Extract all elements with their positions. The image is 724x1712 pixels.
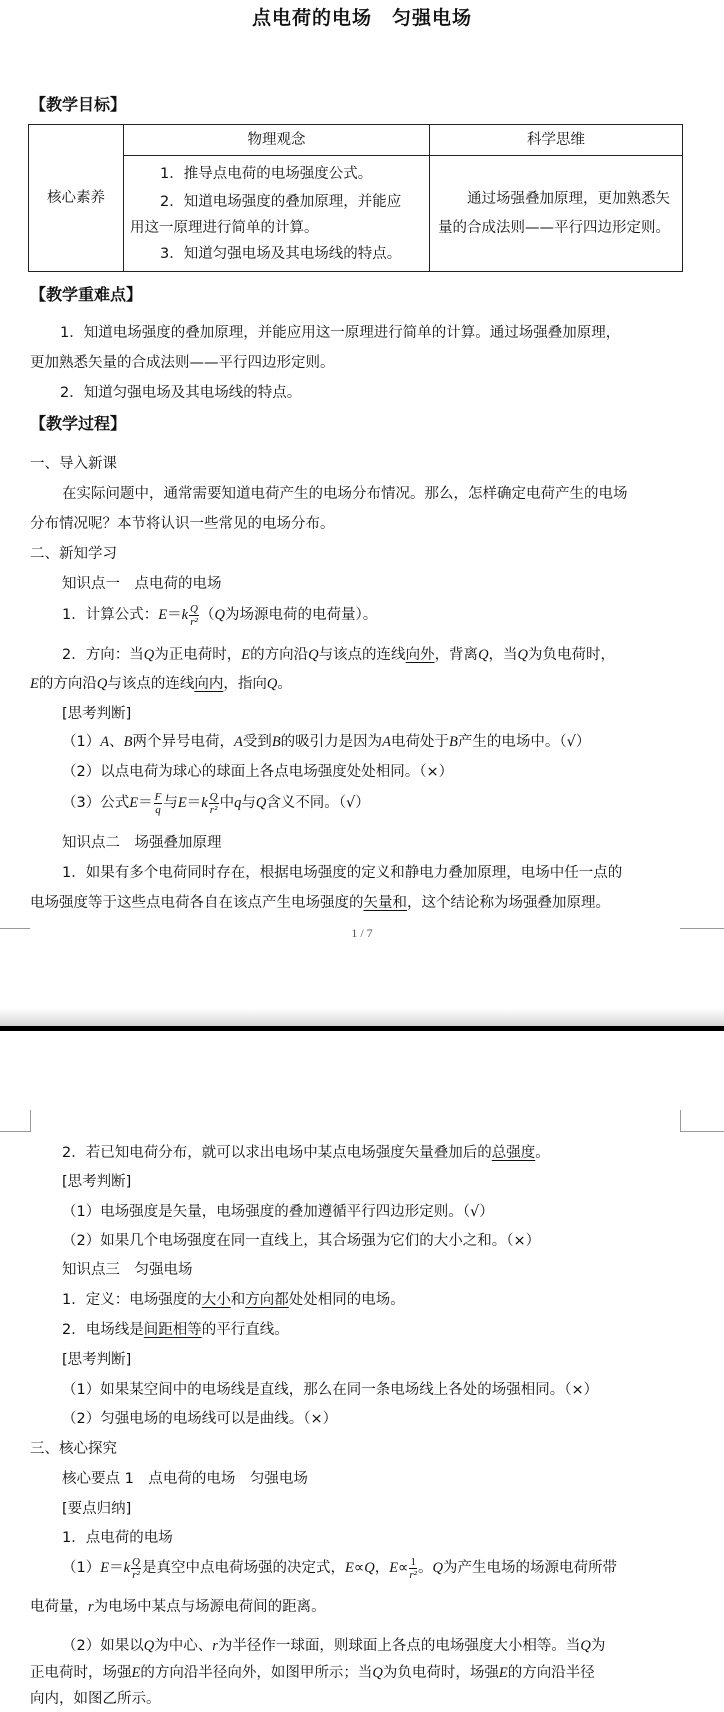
point-charge-text: 为产生电场的场源电荷所带 xyxy=(442,1560,617,1576)
judgement-text: 电荷处于 xyxy=(391,734,450,750)
page-break xyxy=(0,1026,724,1031)
fraction-numerator: Q xyxy=(190,602,198,615)
page-break-shadow xyxy=(0,1008,724,1026)
symbol-r: r xyxy=(88,1599,94,1615)
table-cell-science: 通过场强叠加原理，更加熟悉矢量的合成法则——平行四边形定则。 xyxy=(430,156,683,272)
fraction-denominator: r² xyxy=(190,615,198,628)
definition-text: 和 xyxy=(230,1292,246,1308)
point-charge-line-4 xyxy=(30,1663,595,1683)
direction-text: 的方向沿 xyxy=(250,647,309,663)
symbol-E: E xyxy=(158,607,168,623)
symbol-Q: Q xyxy=(478,647,489,663)
symbol-Q: Q xyxy=(372,1665,383,1681)
knowledge-point-3: 知识点三 匀强电场 xyxy=(62,1262,193,1278)
physics-line-4: 3．知道匀强电场及其电场线的特点。 xyxy=(160,245,402,262)
definition-text: 处处相同的电场。 xyxy=(288,1292,405,1308)
core-point-1: 核心要点 1 点电荷的电场 匀强电场 xyxy=(62,1471,308,1487)
physics-line-3: 用这一原理进行简单的计算。 xyxy=(130,219,319,236)
page-corner-mark xyxy=(680,1110,681,1132)
symbol-E: E xyxy=(389,1560,399,1576)
judgement-1 xyxy=(62,732,590,752)
point-charge-title: 1．点电荷的电场 xyxy=(62,1530,173,1546)
underlined-magnitude: 大小 xyxy=(201,1292,231,1308)
symbol-Q: Q xyxy=(580,1638,591,1654)
point-charge-text: 为 xyxy=(590,1638,606,1654)
fraction-1-over-r2 xyxy=(409,1556,417,1581)
underlined-outward: 向外 xyxy=(405,647,435,663)
symbol-Q: Q xyxy=(96,676,108,692)
page-corner-mark xyxy=(0,1131,30,1132)
fraction-numerator: Q xyxy=(132,1555,140,1568)
symbol-Q: Q xyxy=(364,1560,375,1576)
proportional-sign: ∝ xyxy=(353,1560,365,1576)
think-judge-label: [思考判断] xyxy=(62,706,132,722)
key-point-line-1: 1．知道电场强度的叠加原理，并能应用这一原理进行简单的计算。通过场强叠加原理， xyxy=(60,325,621,341)
direction-text: ，指向 xyxy=(223,676,267,692)
point-charge-text: （1） xyxy=(62,1560,101,1576)
part-heading-new-knowledge: 二、新知学习 xyxy=(30,546,117,562)
point-charge-text: 正电荷时，场强 xyxy=(30,1665,132,1681)
judgement-text: 与 xyxy=(241,795,256,811)
point-charge-text: 为电场中某点与场源电荷间的距离。 xyxy=(93,1599,326,1615)
symbol-E: E xyxy=(241,647,251,663)
section-heading-process: 【教学过程】 xyxy=(30,414,127,433)
knowledge-point-1: 知识点一 点电荷的电场 xyxy=(62,576,222,592)
page-title: 点电荷的电场 匀强电场 xyxy=(251,7,472,29)
symbol-Q: Q xyxy=(308,647,319,663)
symbol-B: B xyxy=(271,734,281,750)
judgement-7: （2）匀强电场的电场线可以是曲线。（×） xyxy=(62,1411,338,1427)
point-charge-line-2 xyxy=(30,1597,326,1617)
think-judge-label: [思考判断] xyxy=(62,1352,132,1368)
equals-sign: ＝ xyxy=(186,795,202,811)
direction-text: 为负电荷时， xyxy=(528,647,616,663)
proportional-sign: ∝ xyxy=(398,1560,409,1576)
part-heading-intro: 一、导入新课 xyxy=(30,456,117,472)
direction-text: 为正电荷时， xyxy=(154,647,242,663)
table-cell-physics xyxy=(124,156,430,272)
think-judge-label: [思考判断] xyxy=(62,1174,132,1190)
point-charge-text: （2）如果以 xyxy=(62,1638,144,1654)
underlined-equal-spacing: 间距相等 xyxy=(143,1322,202,1338)
intro-line-2: 分布情况呢？本节将认识一些常见的电场分布。 xyxy=(30,516,335,532)
fraction-denominator: r² xyxy=(209,803,218,816)
judgement-text: 的吸引力是因为 xyxy=(280,734,383,750)
symbol-E: E xyxy=(129,795,139,811)
point-charge-text: 为半径作一球面，则球面上各点的电场强度大小相等。当 xyxy=(217,1638,581,1654)
judgement-text: （3）公式 xyxy=(62,795,130,811)
symbol-r: r xyxy=(212,1638,218,1654)
key-point-line-3: 2．知道匀强电场及其电场线的特点。 xyxy=(60,385,302,401)
intro-line-1: 在实际问题中，通常需要知道电荷产生的电场分布情况。那么，怎样确定电荷产生的电场 xyxy=(62,486,628,502)
symbol-E: E xyxy=(131,1665,141,1681)
judgement-text: 中 xyxy=(219,795,235,811)
formula-note-text: 为场源电荷的电荷量）。 xyxy=(224,607,378,623)
field-lines-text: 2．电场线是 xyxy=(62,1322,144,1338)
point-charge-line-5: 向内，如图乙所示。 xyxy=(30,1691,161,1707)
fraction-numerator: Q xyxy=(209,790,218,803)
judgement-text: 与 xyxy=(163,795,178,811)
fraction-denominator: r² xyxy=(409,1568,417,1581)
judgement-2: （2）以点电荷为球心的球面上各点电场强度处处相同。（×） xyxy=(62,764,454,780)
point-charge-text: 的方向沿半径向外，如图甲所示；当 xyxy=(140,1665,373,1681)
symbol-B: B xyxy=(449,734,458,750)
direction-text: ，当 xyxy=(488,647,518,663)
equals-sign: ＝ xyxy=(138,795,153,811)
direction-text: 与该点的连线 xyxy=(318,647,406,663)
symbol-Q: Q xyxy=(143,647,155,663)
fraction-numerator: F xyxy=(154,790,162,803)
symbol-Q: Q xyxy=(143,1638,155,1654)
symbol-E: E xyxy=(100,1560,110,1576)
formula-note-open: （ xyxy=(199,607,215,623)
symbol-Q: Q xyxy=(432,1560,443,1576)
symbol-Q: Q xyxy=(266,676,278,692)
point-charge-text: 为中心、 xyxy=(154,1638,213,1654)
objectives-table xyxy=(28,124,683,272)
page-corner-mark xyxy=(680,1131,724,1132)
point-charge-text: ， xyxy=(374,1560,390,1576)
table-header-physics: 物理观念 xyxy=(124,125,430,156)
point-charge-text: 。 xyxy=(418,1560,433,1576)
point-charge-line-3 xyxy=(62,1636,605,1656)
page-number: 1 / 7 xyxy=(351,926,373,940)
underlined-inward: 向内 xyxy=(194,676,224,692)
symbol-A: A xyxy=(233,734,243,750)
superposition-line-3 xyxy=(62,1143,550,1163)
key-point-line-2: 更加熟悉矢量的合成法则——平行四边形定则。 xyxy=(30,355,335,371)
judgement-6: （1）如果某空间中的电场线是直线，那么在同一条电场线上各处的场强相同。（×） xyxy=(62,1382,599,1398)
judgement-text: 产生的电场中。（√） xyxy=(457,734,591,750)
point-charge-line-1 xyxy=(62,1553,617,1583)
symbol-k: k xyxy=(123,1560,131,1576)
symbol-Q: Q xyxy=(214,607,225,623)
direction-line-1 xyxy=(62,645,615,665)
part-heading-core: 三、核心探究 xyxy=(30,1441,117,1457)
physics-line-1: 1．推导点电荷的电场强度公式。 xyxy=(160,165,373,182)
symbol-E: E xyxy=(344,1560,354,1576)
definition-line xyxy=(62,1290,405,1310)
point-charge-text: 是真空中点电荷场强的决定式， xyxy=(141,1560,345,1576)
judgement-text: 、 xyxy=(109,734,124,750)
symbol-k: k xyxy=(201,795,208,811)
section-heading-objectives: 【教学目标】 xyxy=(30,95,127,114)
fraction-q-over-r2 xyxy=(131,1556,141,1581)
direction-text: ，背离 xyxy=(434,647,479,663)
summary-label: [要点归纳] xyxy=(62,1501,132,1517)
formula-prefix: 1．计算公式： xyxy=(62,607,159,623)
underlined-vector-sum: 矢量和 xyxy=(363,895,407,911)
symbol-k: k xyxy=(181,607,189,623)
direction-text: 2．方向：当 xyxy=(62,647,144,663)
knowledge-point-2: 知识点二 场强叠加原理 xyxy=(62,835,222,851)
direction-text: 。 xyxy=(277,676,292,692)
judgement-text: 受到 xyxy=(242,734,272,750)
equals-sign: ＝ xyxy=(167,607,182,623)
superposition-text: ，这个结论称为场强叠加原理。 xyxy=(407,895,610,911)
judgement-3 xyxy=(62,788,370,818)
fraction-numerator: 1 xyxy=(410,1555,416,1568)
table-header-science: 科学思维 xyxy=(430,125,683,156)
section-heading-key-points: 【教学重难点】 xyxy=(30,285,143,304)
direction-line-2 xyxy=(30,674,292,694)
point-charge-text: 的方向沿半径 xyxy=(507,1665,595,1681)
fraction-q-over-r2 xyxy=(189,603,199,628)
judgement-text: （1） xyxy=(62,734,101,750)
fraction-denominator: r² xyxy=(132,1568,140,1581)
underlined-total-strength: 总强度 xyxy=(491,1145,536,1161)
point-charge-text: 电荷量， xyxy=(30,1599,88,1615)
symbol-E: E xyxy=(498,1665,508,1681)
judgement-5: （2）如果几个电场强度在同一直线上，其合场强为它们的大小之和。（×） xyxy=(62,1233,541,1249)
page-corner-mark xyxy=(30,1110,31,1132)
symbol-A: A xyxy=(382,734,392,750)
symbol-B: B xyxy=(123,734,133,750)
judgement-text: 含义不同。（√） xyxy=(266,795,370,811)
underlined-direction: 方向都 xyxy=(245,1292,289,1308)
symbol-Q: Q xyxy=(255,795,267,811)
point-charge-text: 为负电荷时，场强 xyxy=(382,1665,499,1681)
formula-line xyxy=(62,600,377,630)
symbol-A: A xyxy=(100,734,110,750)
judgement-4: （1）电场强度是矢量，电场强度的叠加遵循平行四边形定则。（√） xyxy=(62,1204,494,1220)
symbol-E: E xyxy=(30,676,39,692)
physics-line-2: 2．知道电场强度的叠加原理，并能应 xyxy=(160,193,402,210)
direction-text: 与该点的连线 xyxy=(107,676,195,692)
direction-text: 的方向沿 xyxy=(38,676,97,692)
superposition-text: 电场强度等于这些点电荷各自在该点产生电场强度的 xyxy=(30,895,364,911)
definition-text: 1．定义：电场强度的 xyxy=(62,1292,202,1308)
judgement-text: 两个异号电荷， xyxy=(132,734,234,750)
superposition-line-1: 1．如果有多个电荷同时存在，根据电场强度的定义和静电力叠加原理，电场中任一点的 xyxy=(62,865,623,881)
table-row-label: 核心素养 xyxy=(29,125,124,272)
superposition-text: 。 xyxy=(535,1145,550,1161)
equals-sign: ＝ xyxy=(109,1560,124,1576)
superposition-line-2 xyxy=(30,893,610,913)
symbol-E: E xyxy=(177,795,187,811)
symbol-q: q xyxy=(234,795,242,811)
fraction-denominator: q xyxy=(155,803,161,816)
symbol-Q: Q xyxy=(517,647,529,663)
field-lines-text: 的平行直线。 xyxy=(201,1322,289,1338)
fraction-f-over-q xyxy=(154,791,163,816)
field-lines-line xyxy=(62,1320,289,1340)
superposition-text: 2．若已知电荷分布，就可以求出电场中某点电场强度矢量叠加后的 xyxy=(62,1145,492,1161)
fraction-q-over-r2 xyxy=(209,791,219,816)
